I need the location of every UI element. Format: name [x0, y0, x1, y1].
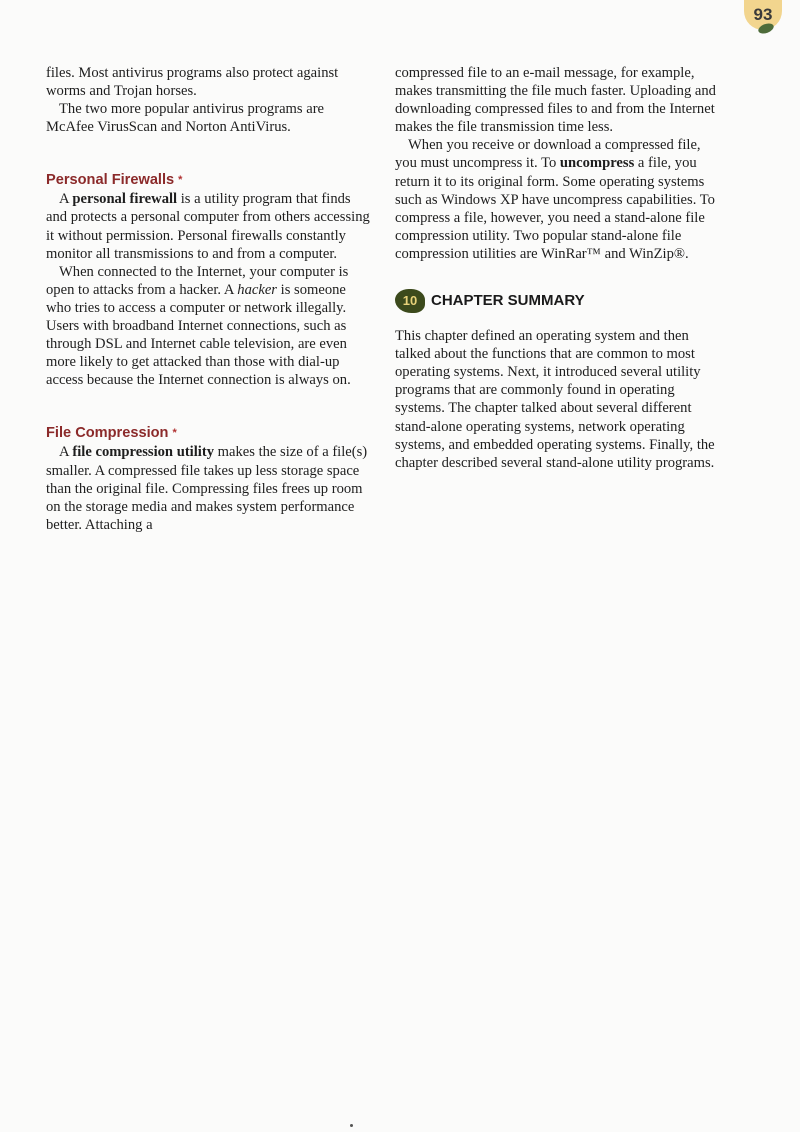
text-segment: is someone who tries to access a computer or network illegally. Users with broadband Internet connections, such as through DSL and Internet cable television, are even more likely to get attacked than those with dial-up access because the Internet connection is always on. — [46, 281, 351, 389]
key-term-italic: hacker — [237, 281, 277, 298]
text-segment: A — [59, 444, 73, 461]
uncompress-paragraph — [395, 136, 725, 263]
chapter-summary-body: This chapter defined an operating system and then talked about the functions that are common to most operating systems. Next, it introduced several utility programs that are commonly found in operating systems. The chapter talked about several different stand-alone operating systems, network operating systems, and embedded operating systems. Finally, the chapter described several stand-alone utility programs. — [395, 328, 715, 471]
compressed-file-paragraph: compressed file to an e-mail message, for example, makes transmitting the file much faster. Uploading and downloading compressed files to and from the Internet makes the file transmission time less. — [395, 65, 716, 136]
key-term: file compression utility — [72, 444, 214, 461]
right-column — [395, 64, 725, 472]
personal-firewall-definition — [46, 190, 372, 262]
text-segment: a file, you return it to its original form. Some operating systems such as Windows XP have uncompress capabilities. To compress a file, however, you need a stand-alone file compression utility. Two popular stand-alone file compression utilities are WinRar™ and WinZip®. — [395, 155, 715, 262]
chapter-number-icon: 10 — [395, 289, 425, 313]
file-compression-definition — [46, 443, 372, 533]
file-compression-heading — [46, 423, 372, 443]
text-segment: makes the size of a file(s) smaller. A compressed file takes up less storage space than the original file. Compressing files frees up room on the storage media and makes system performance better. Attaching a — [46, 444, 368, 533]
key-term: personal firewall — [72, 191, 178, 208]
file-compression-heading-text: File Compression — [46, 425, 169, 442]
text-segment: When connected to the Internet, your computer is open to attacks from a hacker. A — [46, 263, 349, 298]
star-icon: * — [172, 427, 177, 440]
chapter-summary-heading — [395, 289, 725, 313]
hacker-paragraph — [46, 263, 372, 390]
text-segment: is a utility program that finds and protects a personal computer from others accessing it without permission. Personal firewalls constantly monitor all transmissions to and from a computer. — [46, 191, 370, 262]
key-term: uncompress — [559, 155, 635, 172]
antivirus-paragraph: files. Most antivirus programs also protect against worms and Trojan horses. — [46, 65, 339, 100]
personal-firewalls-heading-text: Personal Firewalls — [46, 172, 175, 189]
personal-firewalls-heading — [46, 170, 372, 190]
chapter-summary-title: CHAPTER SUMMARY — [431, 291, 585, 309]
page-number: 93 — [753, 5, 773, 24]
page-dot — [350, 1124, 353, 1127]
text-segment: A — [59, 191, 73, 208]
text-segment: When you receive or download a compressed file, you must uncompress it. To — [395, 137, 701, 172]
left-column — [46, 64, 372, 534]
star-icon: * — [178, 174, 183, 187]
antivirus-programs-paragraph: The two more popular antivirus programs are McAfee VirusScan and Norton AntiVirus. — [46, 101, 325, 136]
